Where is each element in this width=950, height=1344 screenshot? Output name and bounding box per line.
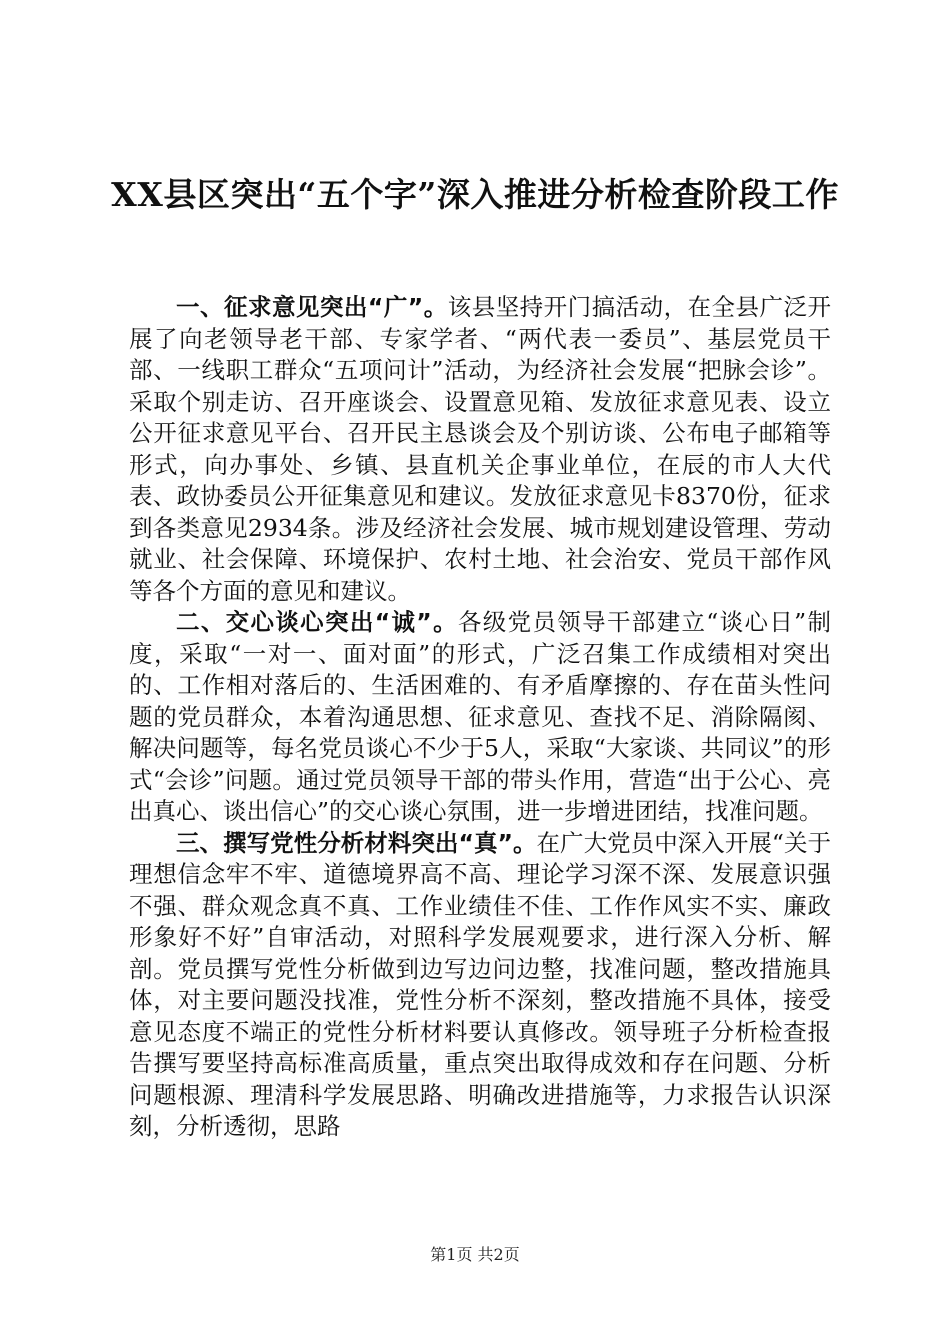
paragraph-1-text: 该县坚持开门搞活动，在全县广泛开展了向老领导老干部、专家学者、“两代表一委员”、基层党员干部、一线职工群众“五项问计”活动，为经济社会发展“把脉会诊”。采取个别走访、召开座谈会、设置意见箱、发放征求意见表、设立公开征求意见平台、召开民主恳谈会及个别访谈、公布电子邮箱等形式，向办事处、乡镇、县直机关企事业单位，在辰的市人大代表、政协委员公开征集意见和建议。发放征求意见卡8370份，征求到各类意见2934条。涉及经济社会发展、城市规划建设管理、劳动就业、社会保障、环境保护、农村土地、社会治安、党员干部作风等各个方面的意见和建议。 bbox=[129, 293, 832, 605]
document-title: XX县区突出“五个字”深入推进分析检查阶段工作 bbox=[111, 175, 839, 214]
paragraph-2 bbox=[129, 607, 831, 828]
paragraph-1-heading: 一、征求意见突出“广”。 bbox=[176, 293, 448, 321]
paragraph-3 bbox=[129, 828, 831, 1143]
page-footer: 第1页 共2页 bbox=[430, 1245, 520, 1264]
paragraph-3-text: 在广大党员中深入开展“关于理想信念牢不牢、道德境界高不高、理论学习深不深、发展意识强不强、群众观念真不真、工作业绩佳不佳、工作作风实不实、廉政形象好不好”自审活动，对照科学发展观要求，进行深入分析、解剖。党员撰写党性分析做到边写边问边整，找准问题，整改措施具体，对主要问题没找准，党性分析不深刻，整改措施不具体，接受意见态度不端正的党性分析材料要认真修改。领导班子分析检查报告撰写要坚持高标准高质量，重点突出取得成效和存在问题、分析问题根源、理清科学发展思路、明确改进措施等，力求报告认识深刻，分析透彻，思路 bbox=[129, 828, 831, 1140]
paragraph-2-heading: 二、交心谈心突出“诚”。 bbox=[176, 608, 458, 636]
paragraph-1 bbox=[129, 292, 831, 607]
document-body bbox=[129, 292, 831, 1143]
paragraph-2-text: 各级党员领导干部建立“谈心日”制度，采取“一对一、面对面”的形式，广泛召集工作成绩相对突出的、工作相对落后的、生活困难的、有矛盾摩擦的、存在苗头性问题的党员群众，本着沟通思想、征求意见、查找不足、消除隔阂、解决问题等，每名党员谈心不少于5人，采取“大家谈、共同议”的形式“会诊”问题。通过党员领导干部的带头作用，营造“出于公心、亮出真心、谈出信心”的交心谈心氛围，进一步增进团结，找准问题。 bbox=[129, 608, 832, 825]
paragraph-3-heading: 三、撰写党性分析材料突出“真”。 bbox=[176, 828, 537, 857]
